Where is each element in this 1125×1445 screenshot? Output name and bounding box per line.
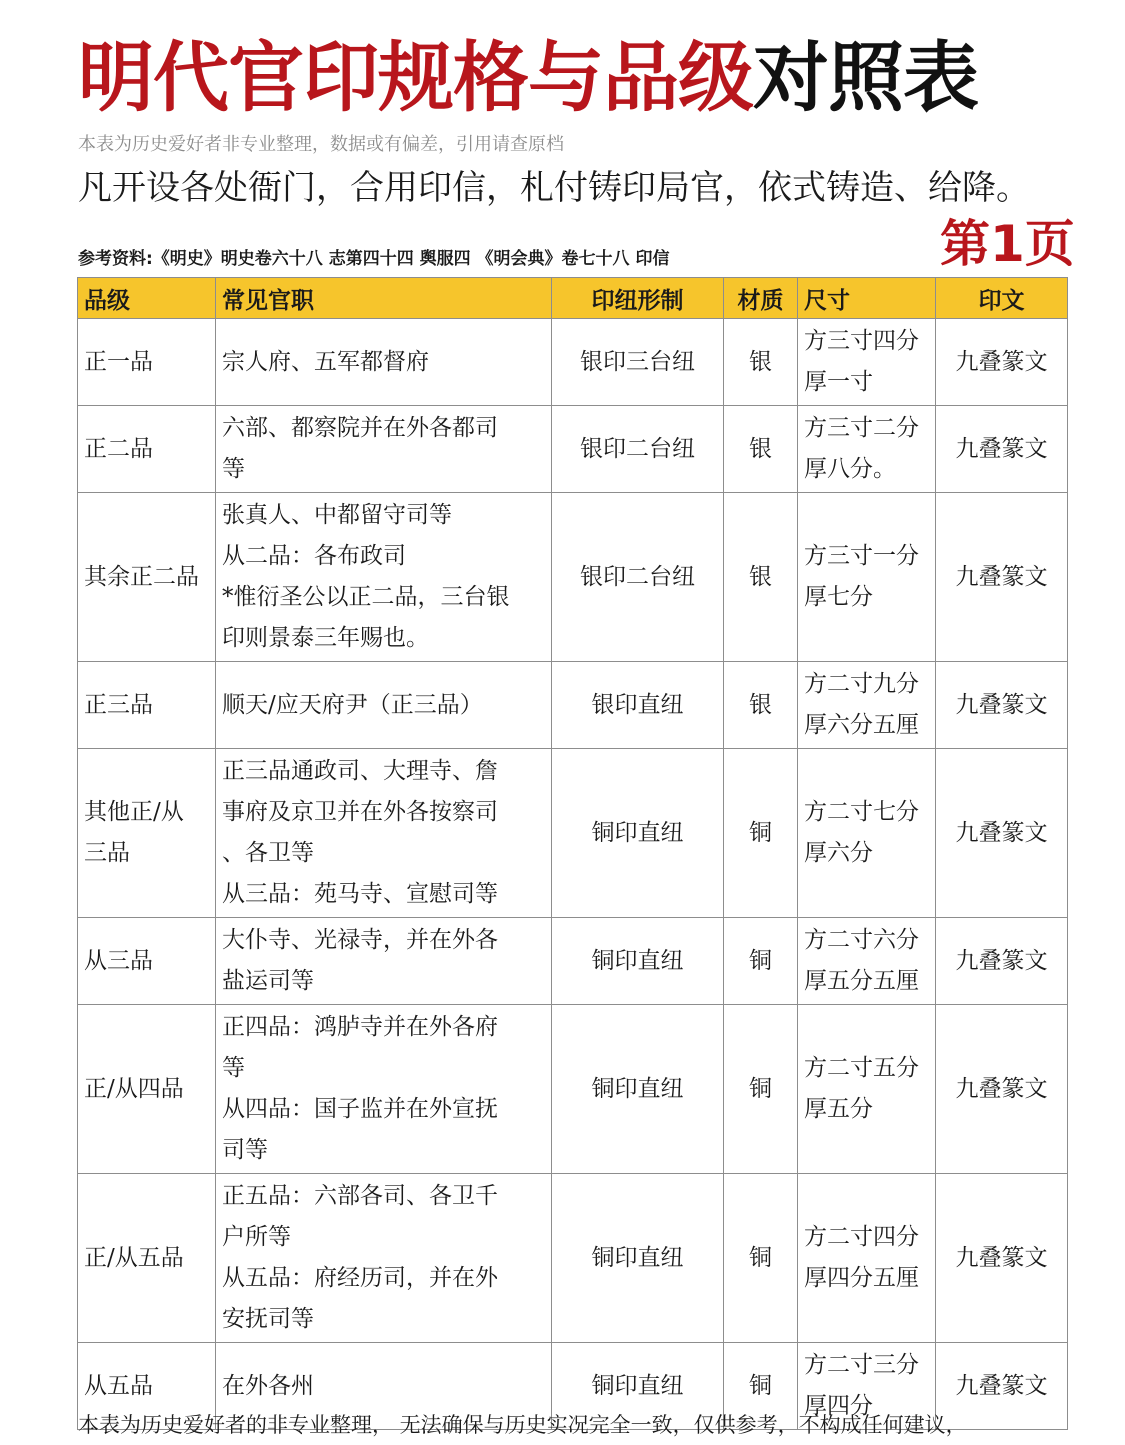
- offices-cell: [216, 406, 552, 493]
- header-script: 印文: [936, 278, 1068, 319]
- material-cell: 铜: [724, 749, 798, 918]
- offices-cell-line: 等: [222, 456, 245, 482]
- footer-disclaimer: 本表为历史爱好者的非专业整理， 无法确保与历史实况完全一致，仅供参考，不构成任何建议，: [78, 1413, 967, 1437]
- header-knob: 印纽形制: [552, 278, 724, 319]
- offices-cell-line: 、各卫等: [222, 840, 314, 866]
- knob-cell: 铜印直纽: [552, 1174, 724, 1343]
- knob-cell: 银印三台纽: [552, 319, 724, 406]
- knob-cell: 铜印直纽: [552, 749, 724, 918]
- rank-cell: [78, 1174, 216, 1343]
- offices-cell-line: 印则景泰三年赐也。: [222, 625, 429, 651]
- size-cell-line: 方二寸三分: [804, 1352, 919, 1378]
- offices-cell-line: 大仆寺、光禄寺，并在外各: [222, 927, 498, 953]
- disclaimer-subtitle: 本表为历史爱好者非专业整理，数据或有偏差，引用请查原档: [78, 134, 564, 155]
- offices-cell: [216, 319, 552, 406]
- size-cell-line: 厚六分: [804, 840, 873, 866]
- page-title-black: 对照表: [753, 33, 978, 122]
- script-cell: 九叠篆文: [936, 1174, 1068, 1343]
- size-cell-line: 厚五分五厘: [804, 968, 919, 994]
- rank-cell: [78, 493, 216, 662]
- offices-cell-line: *惟衍圣公以正二品，三台银: [222, 584, 510, 610]
- offices-cell-line: 等: [222, 1055, 245, 1081]
- size-cell-line: 方三寸一分: [804, 543, 919, 569]
- offices-cell-line: 盐运司等: [222, 968, 314, 994]
- script-cell: 九叠篆文: [936, 493, 1068, 662]
- size-cell: [798, 406, 936, 493]
- size-cell-line: 厚四分五厘: [804, 1265, 919, 1291]
- rank-cell-line: 正/从四品: [84, 1075, 184, 1102]
- size-cell-line: 方二寸七分: [804, 799, 919, 825]
- size-cell-line: 厚一寸: [804, 369, 873, 395]
- knob-cell: 铜印直纽: [552, 1005, 724, 1174]
- offices-cell: [216, 918, 552, 1005]
- table-row: [78, 493, 1068, 662]
- offices-cell-line: 张真人、中都留守司等: [222, 502, 452, 528]
- script-cell: 九叠篆文: [936, 1005, 1068, 1174]
- header-material: 材质: [724, 278, 798, 319]
- seal-table: [77, 277, 1068, 1430]
- rank-cell: [78, 319, 216, 406]
- size-cell-line: 厚七分: [804, 584, 873, 610]
- size-cell-line: 厚八分。: [804, 456, 896, 482]
- size-cell-line: 方三寸二分: [804, 415, 919, 441]
- size-cell: [798, 1005, 936, 1174]
- rank-cell-line: 正一品: [84, 348, 153, 375]
- rank-cell: [78, 1005, 216, 1174]
- page-title: [78, 28, 978, 128]
- rank-cell-line: 从五品: [84, 1372, 153, 1399]
- rank-cell: [78, 749, 216, 918]
- size-cell-line: 方三寸四分: [804, 328, 919, 354]
- material-cell: 铜: [724, 1343, 798, 1430]
- script-cell: 九叠篆文: [936, 1343, 1068, 1430]
- size-cell: [798, 493, 936, 662]
- size-cell-line: 厚六分五厘: [804, 712, 919, 738]
- size-cell: [798, 319, 936, 406]
- table-row: [78, 406, 1068, 493]
- rank-cell: [78, 662, 216, 749]
- script-cell: 九叠篆文: [936, 749, 1068, 918]
- material-cell: 铜: [724, 918, 798, 1005]
- offices-cell-line: 在外各州: [222, 1372, 314, 1399]
- offices-cell: [216, 749, 552, 918]
- knob-cell: 铜印直纽: [552, 918, 724, 1005]
- knob-cell: 银印直纽: [552, 662, 724, 749]
- material-cell: 银: [724, 319, 798, 406]
- offices-cell-line: 正五品：六部各司、各卫千: [222, 1183, 498, 1209]
- rank-cell-line: 正/从五品: [84, 1244, 184, 1271]
- table-row: [78, 1174, 1068, 1343]
- offices-cell: [216, 493, 552, 662]
- table-row: [78, 1005, 1068, 1174]
- table-row: [78, 918, 1068, 1005]
- offices-cell-line: 从三品：苑马寺、宣慰司等: [222, 881, 498, 907]
- material-cell: 银: [724, 662, 798, 749]
- script-cell: 九叠篆文: [936, 662, 1068, 749]
- rank-cell-line: 正二品: [84, 435, 153, 462]
- offices-cell-line: 安抚司等: [222, 1306, 314, 1332]
- size-cell: [798, 662, 936, 749]
- size-cell-line: 厚五分: [804, 1096, 873, 1122]
- script-cell: 九叠篆文: [936, 918, 1068, 1005]
- rank-cell: [78, 918, 216, 1005]
- rank-cell-line: 其余正二品: [84, 563, 199, 590]
- size-cell-line: 方二寸六分: [804, 927, 919, 953]
- rank-cell-line: 三品: [84, 840, 130, 866]
- size-cell-line: 方二寸九分: [804, 671, 919, 697]
- offices-cell-line: 从四品：国子监并在外宣抚: [222, 1096, 498, 1122]
- material-cell: 银: [724, 406, 798, 493]
- references-line: 参考资料:《明史》明史卷六十八 志第四十四 舆服四 《明会典》卷七十八 印信: [78, 249, 670, 269]
- size-cell-line: 方二寸五分: [804, 1055, 919, 1081]
- offices-cell: [216, 1174, 552, 1343]
- knob-cell: 银印二台纽: [552, 406, 724, 493]
- size-cell-line: 方二寸四分: [804, 1224, 919, 1250]
- size-cell: [798, 918, 936, 1005]
- offices-cell-line: 正四品：鸿胪寺并在外各府: [222, 1014, 498, 1040]
- offices-cell-line: 顺天/应天府尹（正三品）: [222, 691, 483, 718]
- table-row: [78, 662, 1068, 749]
- rank-cell-line: 从三品: [84, 947, 153, 974]
- table-header-row: [78, 278, 1068, 319]
- offices-cell-line: 户所等: [222, 1224, 291, 1250]
- rank-cell: [78, 406, 216, 493]
- header-size: 尺寸: [798, 278, 936, 319]
- size-cell: [798, 1174, 936, 1343]
- header-rank: 品级: [78, 278, 216, 319]
- offices-cell-line: 六部、都察院并在外各都司: [222, 415, 498, 441]
- offices-cell-line: 正三品通政司、大理寺、詹: [222, 758, 498, 784]
- offices-cell-line: 从二品：各布政司: [222, 543, 406, 569]
- table-row: [78, 319, 1068, 406]
- script-cell: 九叠篆文: [936, 406, 1068, 493]
- offices-cell-line: 事府及京卫并在外各按察司: [222, 799, 498, 825]
- offices-cell-line: 司等: [222, 1137, 268, 1163]
- table-row: [78, 749, 1068, 918]
- header-offices: 常见官职: [216, 278, 552, 319]
- size-cell-line: 厚四分: [804, 1393, 873, 1419]
- size-cell: [798, 749, 936, 918]
- offices-cell-line: 宗人府、五军都督府: [222, 348, 429, 375]
- material-cell: 铜: [724, 1005, 798, 1174]
- material-cell: 铜: [724, 1174, 798, 1343]
- intro-quote: 凡开设各处衙门，合用印信，札付铸印局官，依式铸造、给降。: [78, 168, 1030, 208]
- offices-cell: [216, 662, 552, 749]
- offices-cell-line: 从五品：府经历司，并在外: [222, 1265, 498, 1291]
- offices-cell: [216, 1005, 552, 1174]
- rank-cell-line: 正三品: [84, 691, 153, 718]
- knob-cell: 铜印直纽: [552, 1343, 724, 1430]
- knob-cell: 银印二台纽: [552, 493, 724, 662]
- rank-cell-line: 其他正/从: [84, 799, 184, 825]
- material-cell: 银: [724, 493, 798, 662]
- page-number-label: 第1页: [940, 215, 1075, 273]
- page-title-red: 明代官印规格与品级: [78, 33, 753, 122]
- script-cell: 九叠篆文: [936, 319, 1068, 406]
